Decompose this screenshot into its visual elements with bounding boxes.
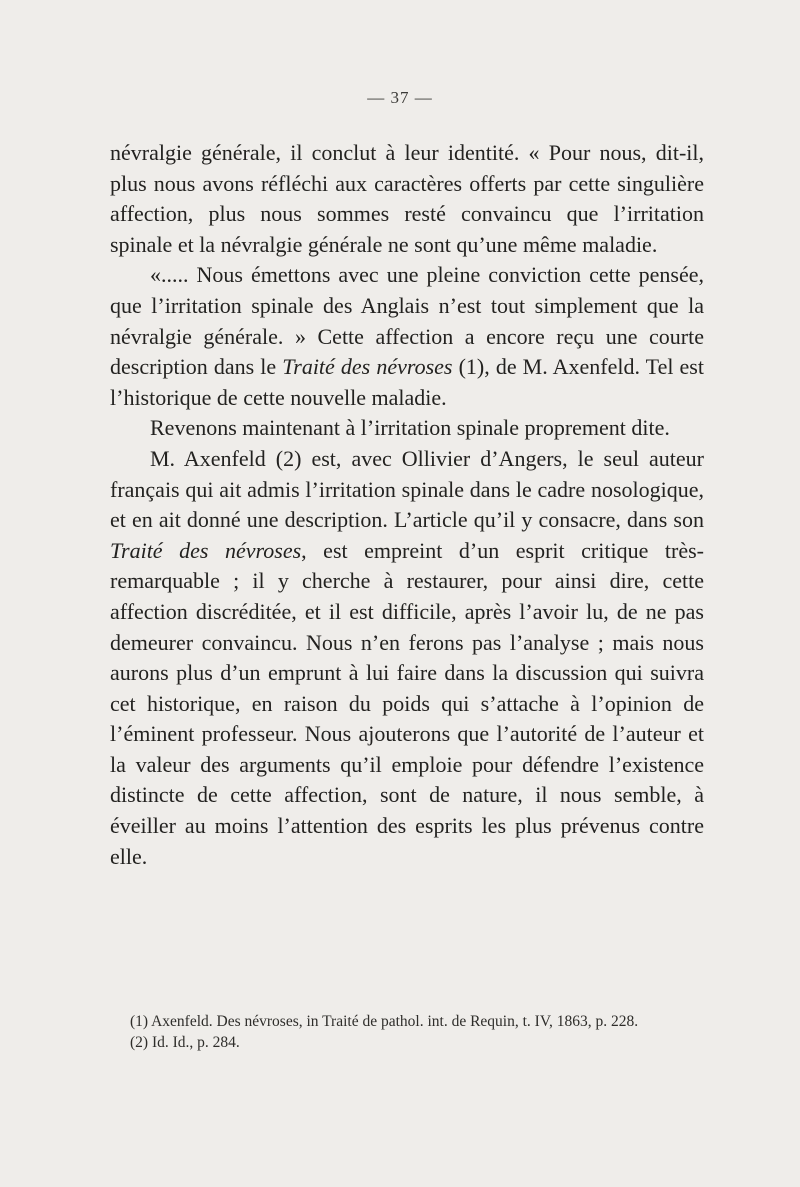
paragraph-4-text-a: M. Axenfeld (2) est, avec Ollivier d’Angers, le seul auteur français qui ait admis l’irritation spinale dans le cadre nosologique, et en ait donné une description. L’article qu’il y consacre, dans son — [110, 445, 704, 533]
paragraph-4-italic-title: Traité des névroses — [110, 537, 302, 563]
paragraph-2-text-b: (1), de M. Axenfeld. Tel est l’historique de cette nouvelle maladie. — [110, 354, 704, 410]
footnote-1: (1) Axenfeld. Des névroses, in Traité de pathol. int. de Requin, t. IV, 1863, p. 228. — [130, 1013, 639, 1030]
body-text — [110, 138, 704, 872]
paragraph-4 — [110, 444, 704, 872]
footnotes — [110, 1012, 704, 1053]
page-number: — 37 — — [367, 88, 433, 107]
paragraph-3: Revenons maintenant à l’irritation spinale proprement dite. — [150, 415, 670, 441]
paragraph-2-text-a: «..... Nous émettons avec une pleine conviction cette pensée, que l’irritation spinale des Anglais n’est tout simplement que la névralgie générale. » Cette affection a encore reçu une courte description dans le — [110, 262, 704, 380]
paragraph-2-italic-title: Traité des névroses — [282, 354, 453, 380]
paragraph-1: névralgie générale, il conclut à leur identité. « Pour nous, dit-il, plus nous avons réfléchi aux caractères offerts par cette singulière affection, plus nous sommes resté convaincu que l’irritation spinale et la névralgie générale ne sont qu’une même maladie. — [110, 140, 704, 257]
paragraph-2 — [110, 260, 704, 413]
footnote-2: (2) Id. Id., p. 284. — [130, 1033, 240, 1051]
paragraph-4-text-b: , est empreint d’un esprit critique très-remarquable ; il y cherche à restaurer, pour ainsi dire, cette affection discréditée, et il est difficile, après l’avoir lu, de ne pas demeurer convaincu. Nous n’en ferons pas l’analyse ; mais nous aurons plus d’un emprunt à lui faire dans la discussion qui suivra cet historique, en raison du poids qui s’attache à l’opinion de l’éminent professeur. Nous ajouterons que l’autorité de l’auteur et la valeur des arguments qu’il emploie pour défendre l’existence distincte de cette affection, sont de nature, il nous semble, à éveiller au moins l’attention des esprits les plus prévenus contre elle. — [110, 537, 704, 869]
